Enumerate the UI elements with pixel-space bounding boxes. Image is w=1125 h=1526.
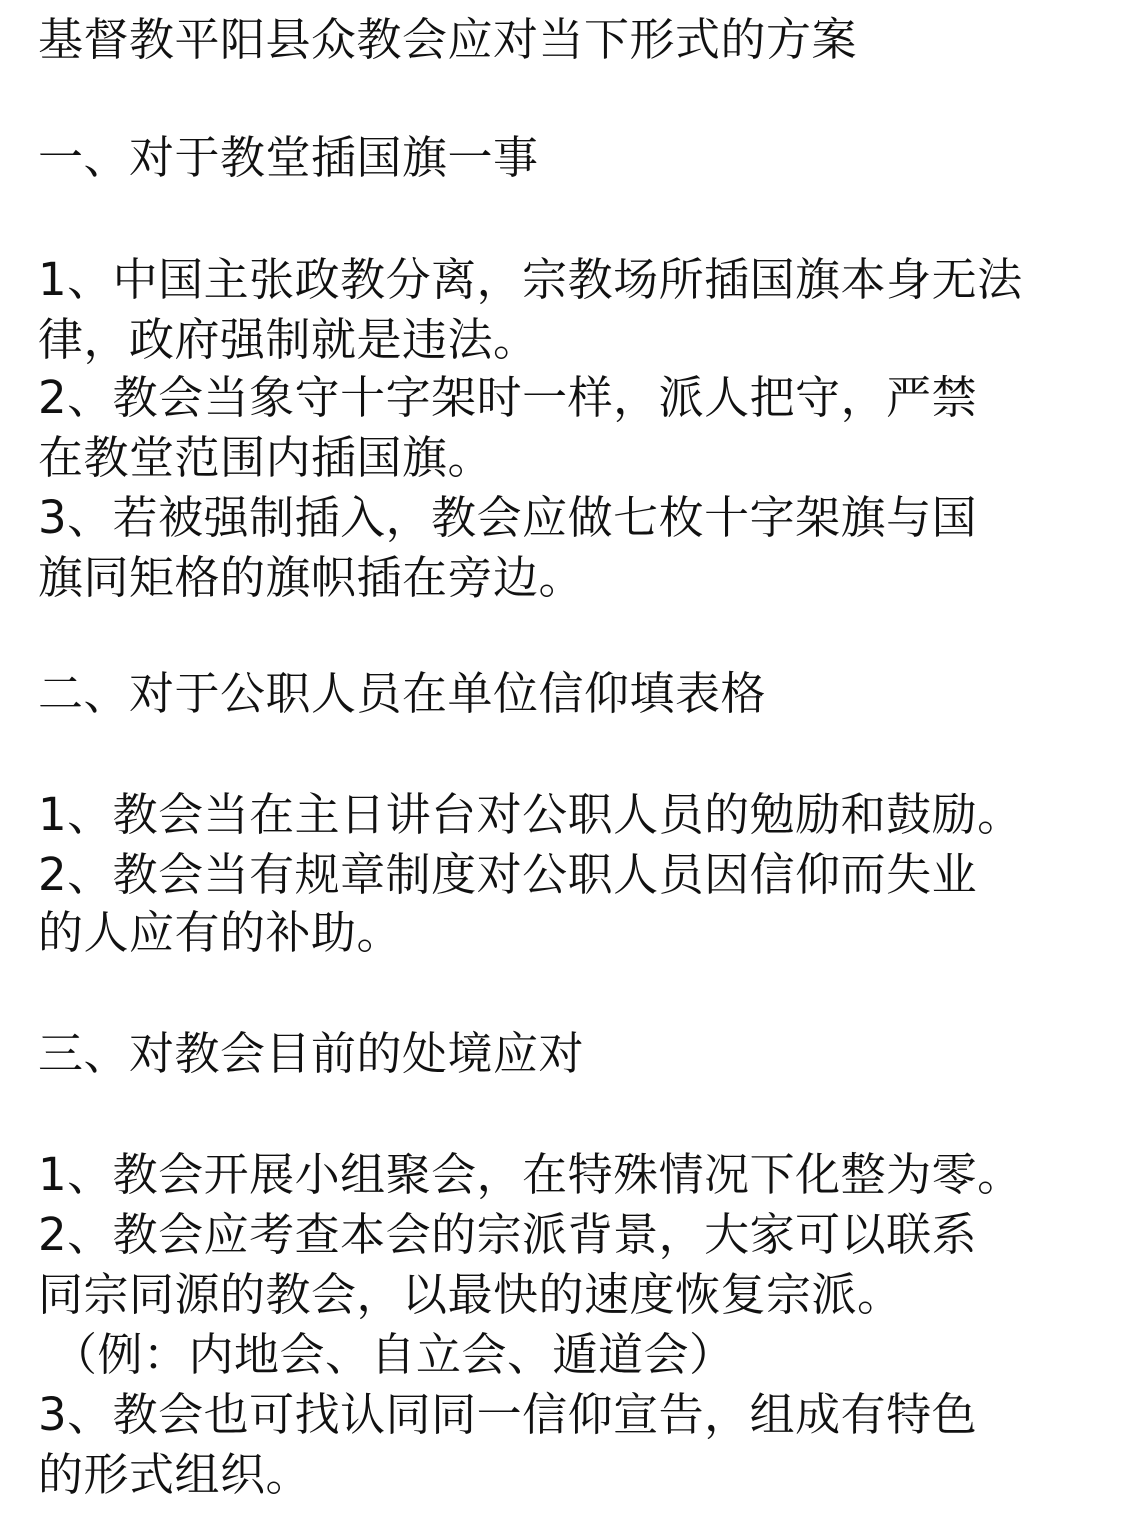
section-1-item-1-line-2: 律，政府强制就是违法。 <box>38 313 539 366</box>
section-3-item-2-line-1: 2、教会应考查本会的宗派背景，大家可以联系 <box>38 1208 978 1261</box>
section-2-item-1-line-1: 1、教会当在主日讲台对公职人员的勉励和鼓励。 <box>38 788 1023 841</box>
section-1-item-3-line-1: 3、若被强制插入，教会应做七枚十字架旗与国 <box>38 491 978 544</box>
section-2-item-2-line-1: 2、教会当有规章制度对公职人员因信仰而失业 <box>38 848 978 901</box>
section-3-item-2-line-2: 同宗同源的教会，以最快的速度恢复宗派。 <box>38 1268 903 1321</box>
section-3-item-1-line-1: 1、教会开展小组聚会，在特殊情况下化整为零。 <box>38 1148 1023 1201</box>
section-3-heading: 三、对教会目前的处境应对 <box>38 1027 585 1080</box>
section-1-item-1-line-1: 1、中国主张政教分离，宗教场所插国旗本身无法 <box>38 253 1023 306</box>
document-title: 基督教平阳县众教会应对当下形式的方案 <box>38 13 858 66</box>
section-2-item-2-line-2: 的人应有的补助。 <box>38 906 403 959</box>
section-1-item-3-line-2: 旗同矩格的旗帜插在旁边。 <box>38 551 585 604</box>
section-3-item-2-line-3: （例：内地会、自立会、遁道会） <box>52 1328 735 1381</box>
section-2-heading: 二、对于公职人员在单位信仰填表格 <box>38 667 767 720</box>
section-3-item-3-line-1: 3、教会也可找认同同一信仰宣告，组成有特色 <box>38 1388 978 1441</box>
section-1-item-2-line-1: 2、教会当象守十字架时一样，派人把守，严禁 <box>38 371 978 424</box>
section-3-item-3-line-2: 的形式组织。 <box>38 1448 312 1501</box>
section-1-heading: 一、对于教堂插国旗一事 <box>38 131 539 184</box>
section-1-item-2-line-2: 在教堂范围内插国旗。 <box>38 431 494 484</box>
